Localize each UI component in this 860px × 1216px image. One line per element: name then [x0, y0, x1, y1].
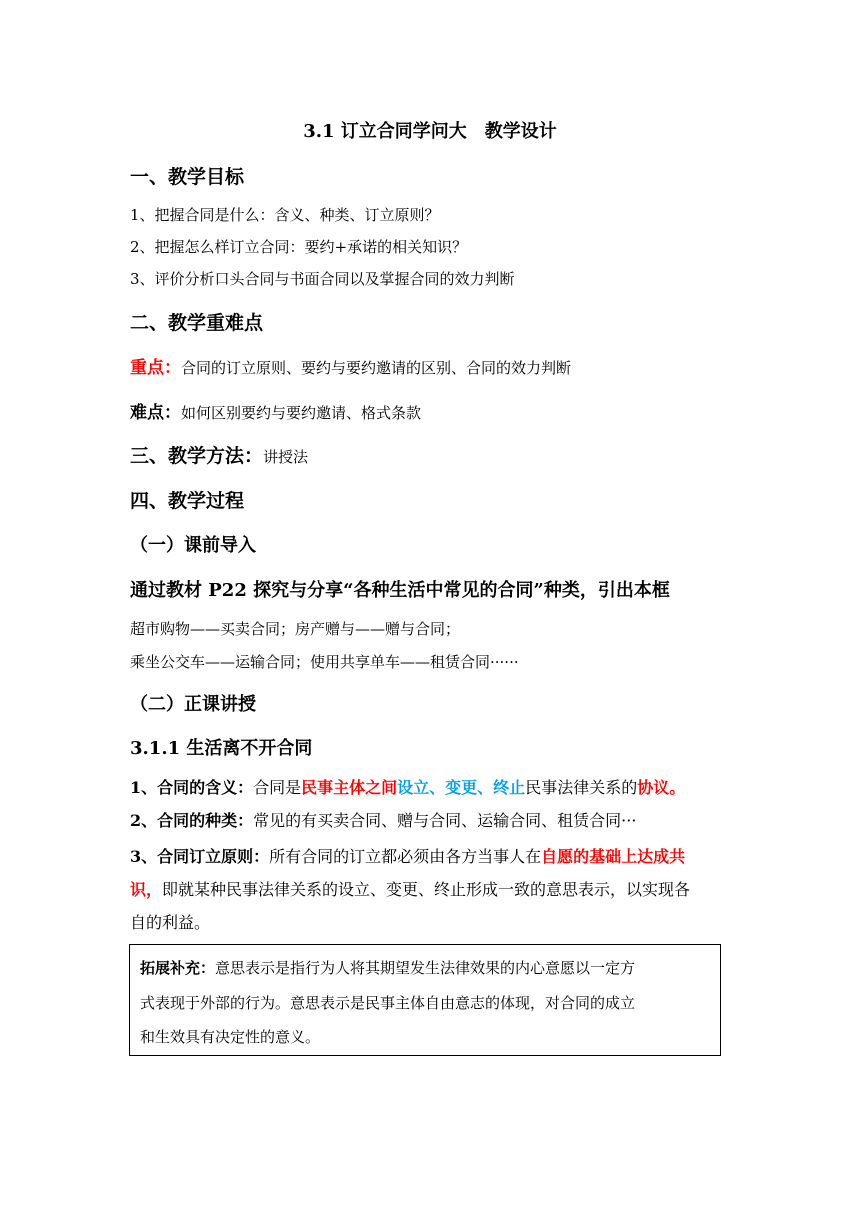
- key-point-text: 合同的订立原则、要约与要约邀请的区别、合同的效力判断: [181, 359, 572, 377]
- section-method-heading: 三、教学方法：: [130, 445, 264, 467]
- part-lecture-heading: （二）正课讲授: [130, 694, 256, 715]
- definition-red-2: 协议。: [637, 778, 686, 797]
- definition-text-a: 合同是: [253, 778, 302, 797]
- key-point-label: 重点：: [130, 358, 181, 378]
- intro-example-2: 乘坐公交车——运输合同；使用共享单车——租赁合同······: [130, 653, 519, 671]
- difficulty-text: 如何区别要约与要约邀请、格式条款: [181, 404, 422, 422]
- part-intro-heading: （一）课前导入: [130, 535, 256, 556]
- section-process-heading: 四、教学过程: [130, 490, 245, 512]
- types-text: 常见的有买卖合同、赠与合同、运输合同、租赁合同···: [253, 811, 637, 830]
- extension-line-2: 式表现于外部的行为。意思表示是民事主体自由意志的体现，对合同的成立: [140, 994, 636, 1012]
- extension-line-3: 和生效具有决定性的意义。: [140, 1028, 321, 1046]
- method-text: 讲授法: [263, 448, 309, 466]
- section-objectives-heading: 一、教学目标: [130, 166, 245, 188]
- principle-line-3: 自的利益。: [130, 913, 211, 932]
- principle-text-a: 所有合同的订立都必须由各方当事人在: [269, 847, 542, 866]
- objective-item-1: 1、把握合同是什么：含义、种类、订立原则？: [130, 206, 440, 224]
- section-keypoints-heading: 二、教学重难点: [130, 312, 264, 334]
- principle-red-2: 识，: [130, 880, 163, 899]
- intro-lead: 通过教材 P22 探究与分享“各种生活中常见的合同”种类，引出本框: [130, 580, 670, 601]
- principle-label: 3、合同订立原则：: [130, 847, 270, 866]
- difficulty-line: [130, 398, 421, 423]
- doc-title: 3.1 订立合同学问大 教学设计: [303, 121, 557, 142]
- definition-line: [130, 775, 685, 798]
- extension-label: 拓展补充：: [140, 959, 216, 977]
- extension-box: [129, 944, 721, 1056]
- subsection-heading: 3.1.1 生活离不开合同: [130, 738, 313, 759]
- objective-item-2: 2、把握怎么样订立合同：要约+承诺的相关知识？: [130, 238, 468, 256]
- principle-line-1: [130, 844, 685, 867]
- definition-text-b: 民事法律关系的: [525, 778, 638, 797]
- definition-blue: 设立、变更、终止: [397, 778, 526, 797]
- intro-example-1: 超市购物——买卖合同；房产赠与——赠与合同；: [130, 620, 461, 638]
- principle-text-b: 即就某种民事法律关系的设立、变更、终止形成一致的意思表示，以实现各: [162, 880, 691, 899]
- definition-label: 1、合同的含义：: [130, 778, 254, 797]
- principle-red-1: 自愿的基础上达成共: [541, 847, 686, 866]
- difficulty-label: 难点：: [130, 403, 181, 423]
- definition-red-1: 民事主体之间: [301, 778, 398, 797]
- extension-line-1: [140, 957, 635, 978]
- types-label: 2、合同的种类：: [130, 811, 254, 830]
- principle-line-2: [130, 877, 690, 900]
- section-method-line: [130, 441, 308, 468]
- objective-item-3: 3、评价分析口头合同与书面合同以及掌握合同的效力判断: [130, 270, 515, 288]
- key-point-line: [130, 353, 571, 378]
- types-line: [130, 808, 636, 831]
- extension-text-1: 意思表示是指行为人将其期望发生法律效果的内心意愿以一定方: [215, 959, 636, 977]
